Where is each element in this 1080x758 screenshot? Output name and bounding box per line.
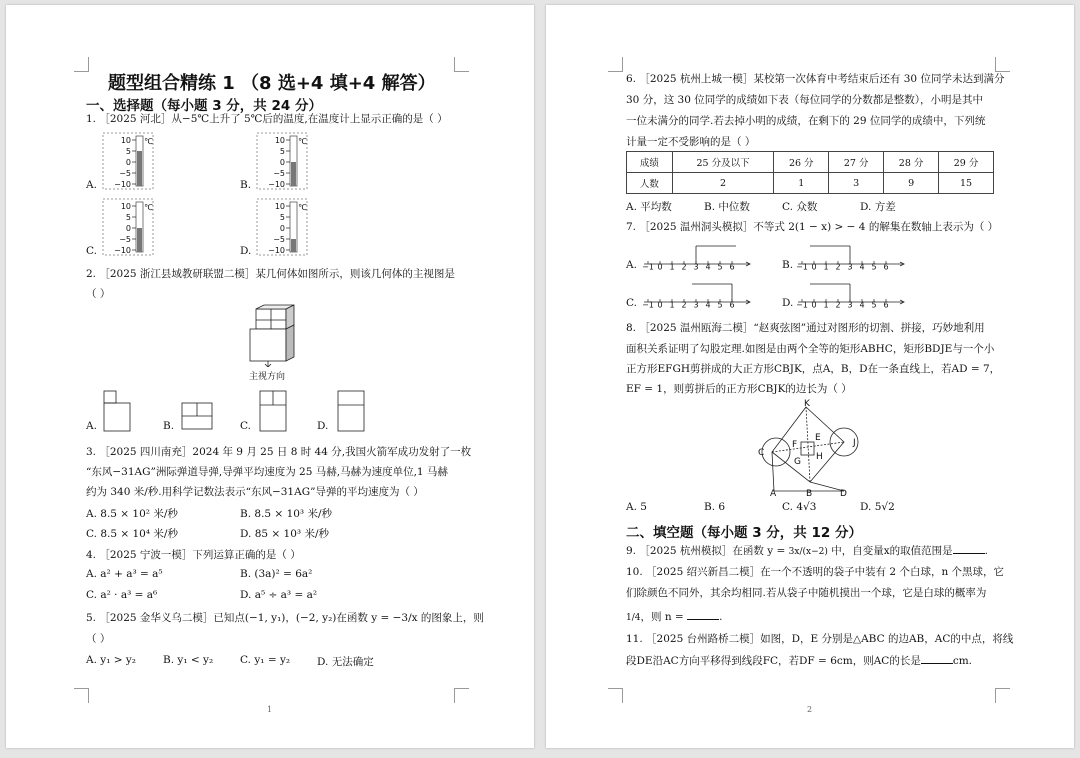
tick-label: 10 [120, 136, 131, 145]
question-6-text: 计量一定不受影响的是（ ） [626, 136, 756, 148]
tick-label: 5 [871, 262, 877, 272]
fraction: 1/4 [626, 613, 641, 623]
question-9-part: 9. ［2025 杭州模拟］在函数 y = [626, 545, 789, 557]
number-line-option-c [642, 278, 754, 310]
table-cell: 2 [672, 173, 774, 194]
option-b: B. 6 [704, 501, 726, 513]
page-title: 题型组合精练 1 （8 选+4 填+4 解答） [108, 73, 436, 94]
tick-label: 1 [823, 262, 829, 272]
crop-mark [995, 688, 1010, 703]
thermometer-mercury [291, 239, 296, 252]
option-label: A. [626, 259, 637, 271]
document-page-2 [546, 5, 1074, 748]
crop-mark [454, 688, 469, 703]
option-c: C. 4√3 [782, 501, 817, 513]
point-label: F [792, 440, 798, 450]
option-label: D. [782, 297, 794, 309]
question-6-text: 一位未满分的同学.若去掉小明的成绩，在剩下的 29 位同学的成绩中，下列统 [626, 115, 986, 127]
tick-label: 4 [705, 300, 711, 310]
table-cell: 3 [829, 173, 884, 194]
tick-label: −5 [119, 169, 131, 178]
point-label: E [815, 433, 821, 443]
question-10-part: ，则 n = [640, 611, 688, 623]
tick-label: 3 [847, 262, 853, 272]
option-b: B. y₁ < y₂ [163, 654, 214, 666]
answer-blank[interactable] [921, 653, 953, 664]
question-1-text: 1. ［2025 河北］从−5℃上升了 5℃后的温度,在温度计上显示正确的是（ ） [86, 113, 448, 125]
tick-label: 4 [859, 300, 865, 310]
tick-label: 2 [835, 300, 841, 310]
unit-label: ℃ [144, 137, 153, 146]
option-c: C. 众数 [782, 201, 818, 213]
option-d: D. 85 × 10³ 米/秒 [240, 528, 329, 540]
option-label: C. [86, 245, 97, 257]
option-a: A. 5 [626, 501, 647, 513]
question-5-text: （ ） [86, 633, 111, 645]
table-cell: 9 [884, 173, 939, 194]
option-d: D. 5√2 [860, 501, 895, 513]
section-heading-fill: 二、填空题（每小题 3 分，共 12 分） [626, 525, 862, 541]
tick-label: −10 [114, 180, 131, 189]
tick-label: 6 [883, 300, 889, 310]
period: . [719, 611, 723, 623]
tick-label: 0 [279, 158, 285, 167]
question-3-text: “东风−31AG”洲际弹道导弹,导弹平均速度为 25 马赫,马赫为速度单位,1 马赫 [86, 466, 448, 478]
tick-label: 2 [835, 262, 841, 272]
tick-label: −5 [273, 235, 285, 244]
tick-label: 1 [669, 262, 675, 272]
question-3-text: 3. ［2025 四川南充］2024 年 9 月 25 日 8 时 44 分,我国火箭军成功发射了一枚 [86, 446, 472, 458]
question-10-text [626, 609, 722, 625]
table-cell: 1 [774, 173, 829, 194]
table-header: 25 分及以下 [672, 152, 774, 173]
point-label: C [758, 448, 765, 458]
option-a: A. 平均数 [626, 201, 672, 213]
tick-label: 0 [657, 262, 663, 272]
option-b: B. 8.5 × 10³ 米/秒 [240, 508, 333, 520]
zhao-shuang-figure [752, 397, 868, 497]
option-label: B. [240, 179, 252, 191]
tick-label: 0 [811, 300, 817, 310]
question-2-text: 2. ［2025 浙江县域教研联盟二模］某几何体如图所示，则该几何体的主视图是 [86, 268, 455, 280]
view-option-a [102, 389, 134, 433]
crop-mark [454, 57, 469, 72]
answer-blank[interactable] [953, 543, 985, 554]
thermometer-mercury [291, 162, 296, 186]
option-b: B. 中位数 [704, 201, 750, 213]
tick-label: 4 [705, 262, 711, 272]
option-a: A. 8.5 × 10² 米/秒 [86, 508, 178, 520]
tick-label: 0 [125, 158, 131, 167]
question-8-text: 面积关系证明了勾股定理.如图是由两个全等的矩形ABHC，矩形BDJE与一个小 [626, 343, 995, 355]
tick-label: 5 [717, 300, 723, 310]
tick-label: 3 [847, 300, 853, 310]
unit-label: ℃ [144, 203, 153, 212]
crop-mark [608, 688, 623, 703]
option-a: A. a² + a³ = a⁵ [86, 568, 163, 580]
point-label: B [806, 489, 813, 497]
option-label: C. [626, 297, 637, 309]
unit-label: ℃ [298, 203, 307, 212]
table-cell: 15 [939, 173, 994, 194]
tick-label: 2 [681, 262, 687, 272]
table-header: 27 分 [829, 152, 884, 173]
table-row [627, 173, 994, 194]
question-8-text: EF = 1，则剪拼后的正方形CBJK的边长为（ ） [626, 383, 852, 395]
tick-label: 4 [859, 262, 865, 272]
option-d: D. a⁵ ÷ a³ = a² [240, 589, 318, 601]
option-d: D. 无法确定 [317, 656, 374, 668]
tick-label: 5 [279, 147, 285, 156]
page-number: 2 [807, 705, 813, 714]
option-label: C. [240, 420, 251, 432]
question-9-text [626, 543, 988, 559]
tick-label: 0 [125, 224, 131, 233]
period: . [984, 545, 988, 557]
tick-label: 10 [274, 136, 285, 145]
answer-blank[interactable] [687, 609, 719, 620]
point-label: A [770, 489, 777, 497]
option-label: B. [782, 259, 794, 271]
tick-label: 1 [669, 300, 675, 310]
option-c: C. a² · a³ = a⁶ [86, 589, 158, 601]
table-header: 29 分 [939, 152, 994, 173]
tick-label: −1 [796, 300, 808, 310]
tick-label: 1 [823, 300, 829, 310]
question-6-text: 30 分，这 30 位同学的成绩如下表（每位同学的分数都是整数），小明是其中 [626, 94, 983, 106]
number-line-option-b [796, 240, 908, 272]
tick-label: 0 [657, 300, 663, 310]
tick-label: 10 [120, 202, 131, 211]
option-c: C. y₁ = y₂ [240, 654, 291, 666]
thermometer-option-c [102, 198, 154, 256]
tick-label: −1 [642, 300, 654, 310]
question-6-text: 6. ［2025 杭州上城一模］某校第一次体育中考结束后还有 30 位同学未达到满分 [626, 73, 1005, 85]
thermometer-mercury [137, 151, 142, 186]
tick-label: −1 [796, 262, 808, 272]
table-header: 成绩 [627, 152, 673, 173]
option-label: B. [163, 420, 175, 432]
tick-label: 5 [717, 262, 723, 272]
point-label: D [840, 489, 847, 497]
question-8-text: 正方形EFGH剪拼成的大正方形CBJK，点A，B，D在一条直线上，若AD = 7， [626, 363, 1001, 375]
question-4-text: 4. ［2025 宁波一模］下列运算正确的是（ ） [86, 549, 301, 561]
table-cell: 人数 [627, 173, 673, 194]
tick-label: 0 [279, 224, 285, 233]
tick-label: 6 [729, 262, 735, 272]
tick-label: 10 [274, 202, 285, 211]
unit-label: ℃ [298, 137, 307, 146]
crop-mark [995, 57, 1010, 72]
question-11-text: 11. ［2025 台州路桥二模］如图，D，E 分别是△ABC 的边AB，AC的中点，将线 [626, 633, 1014, 645]
tick-label: 3 [693, 300, 699, 310]
point-label: K [804, 399, 810, 409]
crop-mark [74, 57, 89, 72]
tick-label: 0 [811, 262, 817, 272]
question-11-part: cm. [952, 655, 973, 667]
question-10-text: 10. ［2025 绍兴新昌二模］在一个不透明的袋子中装有 2 个白球，n 个黑球，它 [626, 566, 1005, 578]
question-7-text: 7. ［2025 温州洞头模拟］不等式 2(1 − x) > − 4 的解集在数轴上表示为（ ） [626, 221, 999, 233]
tick-label: 3 [693, 262, 699, 272]
point-label: H [816, 452, 823, 462]
figure-caption: 主视方向 [249, 372, 286, 382]
question-11-text [626, 653, 972, 668]
option-c: C. 8.5 × 10⁴ 米/秒 [86, 528, 178, 540]
crop-mark [608, 57, 623, 72]
tick-label: −5 [273, 169, 285, 178]
option-label: D. [317, 420, 329, 432]
table-header: 26 分 [774, 152, 829, 173]
view-option-d [336, 389, 368, 433]
question-5-text: 5. ［2025 金华义乌二模］已知点(−1, y₁)，(−2, y₂)在函数 y = −3/x 的图象上，则 [86, 612, 484, 624]
question-11-part: 段DE沿AC方向平移得到线段FC，若DF = 6cm，则AC的长是 [626, 655, 921, 667]
number-line-option-d [796, 278, 908, 310]
tick-label: 5 [125, 147, 131, 156]
tick-label: −1 [642, 262, 654, 272]
question-9-part: 中，自变量x的取值范围是 [827, 545, 953, 557]
question-2-text: （ ） [86, 288, 111, 300]
thermometer-option-b [256, 132, 308, 190]
point-label: G [794, 457, 801, 467]
option-label: A. [86, 420, 97, 432]
view-option-c [258, 389, 290, 433]
option-label: D. [240, 245, 252, 257]
question-8-text: 8. ［2025 温州瓯海二模］“赵爽弦图”通过对图形的切割、拼接，巧妙地利用 [626, 322, 985, 334]
thermometer-mercury [137, 228, 142, 252]
question-10-text: 们除颜色不同外，其余均相同.若从袋子中随机摸出一个球，它是白球的概率为 [626, 587, 987, 599]
tick-label: 6 [883, 262, 889, 272]
section-heading-choice: 一、选择题（每小题 3 分，共 24 分） [86, 98, 322, 114]
option-label: A. [86, 179, 97, 191]
tick-label: −10 [114, 246, 131, 255]
thermometer-option-a [102, 132, 154, 190]
tick-label: −10 [268, 180, 285, 189]
question-3-text: 约为 340 米/秒.用科学记数法表示“东风−31AG”导弹的平均速度为（ ） [86, 486, 424, 498]
option-d: D. 方差 [860, 201, 896, 213]
tick-label: 6 [729, 300, 735, 310]
solid-figure [244, 303, 304, 367]
score-table [626, 151, 994, 194]
document-page-1 [6, 5, 534, 748]
option-a: A. y₁ > y₂ [86, 654, 137, 666]
tick-label: 2 [681, 300, 687, 310]
tick-label: 5 [279, 213, 285, 222]
page-number: 1 [267, 705, 273, 714]
tick-label: 5 [871, 300, 877, 310]
number-line-option-a [642, 240, 754, 272]
option-b: B. (3a)² = 6a² [240, 568, 313, 580]
table-header: 28 分 [884, 152, 939, 173]
table-row [627, 152, 994, 173]
tick-label: 5 [125, 213, 131, 222]
tick-label: −5 [119, 235, 131, 244]
view-option-b [180, 401, 214, 433]
tick-label: −10 [268, 246, 285, 255]
fraction: 3x/(x−2) [788, 547, 828, 557]
crop-mark [74, 688, 89, 703]
point-label: J [853, 438, 856, 448]
thermometer-option-d [256, 198, 308, 256]
